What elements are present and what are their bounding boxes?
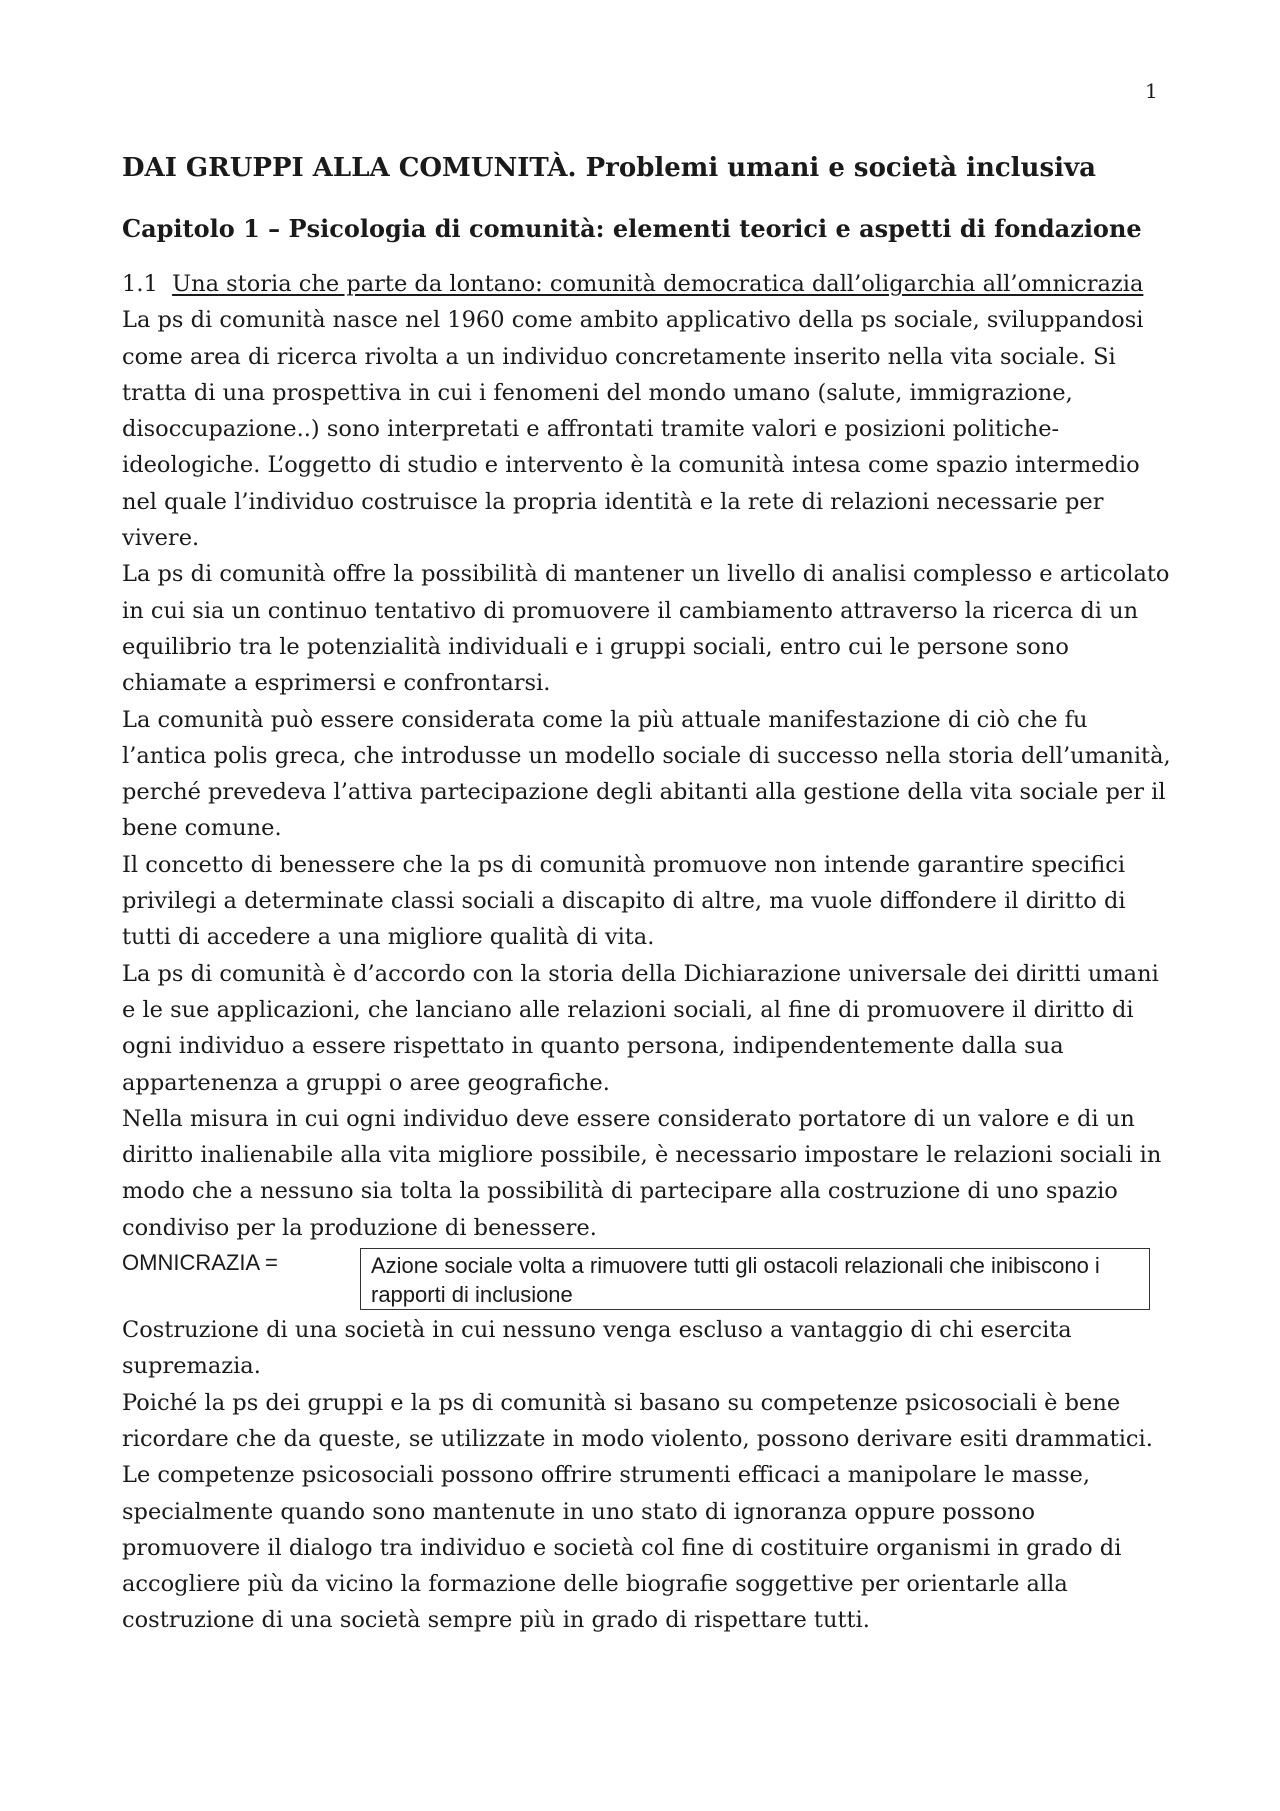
paragraph: La comunità può essere considerata come la più attuale manifestazione di ciò che fu l’antica polis greca, che introdusse un modello sociale di successo nella storia dell’umanità, perché prevedeva l’attiva partecipazione degli abitanti alla gestione della vita sociale per il bene comune. — [122, 706, 1171, 842]
paragraph: La ps di comunità nasce nel 1960 come ambito applicativo della ps sociale, sviluppandosi come area di ricerca rivolta a un individuo concretamente inserito nella vita sociale. Si tratta di una prospettiva in cui i fenomeni del mondo umano (salute, immigrazione, disoccupazione..) sono interpretati e affrontati tramite valori e posizioni politiche-ideologiche. L’oggetto di studio e intervento è la comunità intesa come spazio intermedio nel quale l’individuo costruisce la propria identità e la rete di relazioni necessarie per vivere. — [122, 307, 1144, 552]
section-title: Una storia che parte da lontano: comunità democratica dall’oligarchia all’omnicrazia — [172, 271, 1144, 297]
paragraph: La ps di comunità è d’accordo con la storia della Dichiarazione universale dei diritti umani e le sue applicazioni, che lanciano alle relazioni sociali, al fine di promuovere il diritto di ogni individuo a essere rispettato in quanto persona, indipendentemente dalla sua appartenenza a gruppi o aree geografiche. — [122, 960, 1159, 1096]
paragraph: Poiché la ps dei gruppi e la ps di comunità si basano su competenze psicosociali è bene ricordare che da queste, se utilizzate in modo violento, possono derivare esiti drammatici. Le competenze psicosociali possono offrire strumenti efficaci a manipolare le masse, specialmente quando sono mantenute in uno stato di ignoranza oppure possono promuovere il dialogo tra individuo e società col fine di costituire organismi in grado di accogliere più da vicino la formazione delle biografie soggettive per orientarle alla costruzione di una società sempre più in grado di rispettare tutti. — [122, 1389, 1153, 1634]
page-number: 1 — [1145, 79, 1158, 103]
paragraph: Il concetto di benessere che la ps di comunità promuove non intende garantire specifici privilegi a determinate classi sociali a discapito di altre, ma vuole diffondere il diritto di tutti di accedere a una migliore qualità di vita. — [122, 851, 1126, 951]
section-number: 1.1 — [122, 271, 158, 297]
definition-box: Azione sociale volta a rimuovere tutti gli ostacoli relazionali che inibiscono i rapporti di inclusione — [360, 1248, 1150, 1310]
paragraph: Nella misura in cui ogni individuo deve essere considerato portatore di un valore e di un diritto inalienabile alla vita migliore possibile, è necessario impostare le relazioni sociali in modo che a nessuno sia tolta la possibilità di partecipare alla costruzione di uno spazio condiviso per la produzione di benessere. — [122, 1105, 1162, 1241]
document-title: DAI GRUPPI ALLA COMUNITÀ. Problemi umani e società inclusiva — [122, 153, 1096, 183]
section-heading — [122, 266, 1172, 302]
document-body — [122, 150, 1172, 1639]
definition-row — [122, 1248, 1172, 1310]
paragraph: Costruzione di una società in cui nessuno venga escluso a vantaggio di chi esercita supremazia. — [122, 1317, 1072, 1380]
definition-term: OMNICRAZIA = — [122, 1250, 278, 1276]
paragraph: La ps di comunità offre la possibilità di mantener un livello di analisi complesso e articolato in cui sia un continuo tentativo di promuovere il cambiamento attraverso la ricerca di un equilibrio tra le potenzialità individuali e i gruppi sociali, entro cui le persone sono chiamate a esprimersi e confrontarsi. — [122, 561, 1170, 697]
chapter-title: Capitolo 1 – Psicologia di comunità: elementi teorici e aspetti di fondazione — [122, 214, 1142, 243]
